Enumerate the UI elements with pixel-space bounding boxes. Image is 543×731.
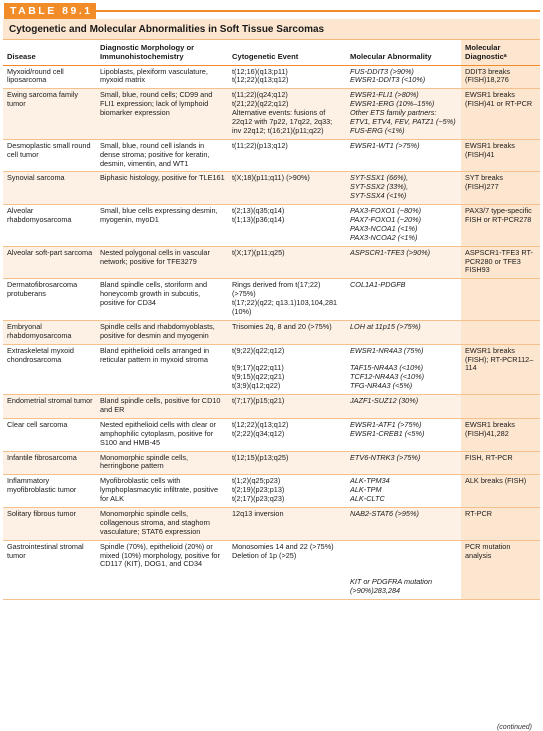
molecular-line: JAZF1-SUZ12 (30%) [350, 396, 419, 406]
molecular-line: LOH at 11p15 (>75%) [350, 321, 421, 331]
cell-cytogenetic [228, 475, 346, 508]
continued-note: (continued) [496, 724, 532, 731]
table-row [3, 395, 540, 419]
cell-disease: Dermatofibrosarcoma protuberans [7, 280, 78, 299]
cell-morphology: Lipoblasts, plexiform vasculature, myxoid matrix [100, 66, 208, 85]
molecular-line [350, 560, 458, 569]
cell-molecular [346, 89, 461, 139]
cell-diagnostic: FISH, RT-PCR [461, 451, 540, 475]
molecular-line: ALK-CLTC [350, 494, 385, 504]
table-row [3, 65, 540, 89]
cell-cytogenetic [228, 172, 346, 205]
cell-morphology: Monomorphic spindle cells, herringbone pattern [96, 451, 228, 475]
header-molecular: Molecular Abnormality [346, 40, 461, 65]
cell-disease: Myxoid/round cell liposarcoma [7, 66, 64, 85]
table-row [3, 418, 540, 451]
cytogenetic-line: t(2;17)(p23;q23) [232, 494, 285, 504]
cell-morphology: Bland spindle cells, positive for CD10 and ER [96, 395, 228, 419]
table-header-row [3, 40, 540, 65]
cell-cytogenetic [228, 279, 346, 321]
cell-disease: Extraskeletal myxoid chondrosarcoma [7, 345, 74, 364]
molecular-line [350, 543, 458, 552]
table-row [3, 279, 540, 321]
cell-morphology: Small, blue, round cells; CD99 and FLI1 expression; lack of lymphoid biomarker expression [96, 89, 228, 139]
molecular-line: ETV6-NTRK3 (>75%) [350, 452, 421, 462]
cell-molecular [346, 205, 461, 247]
table-row [3, 451, 540, 475]
cell-diagnostic: ALK breaks (FISH) [461, 475, 540, 508]
cell-disease: Clear cell sarcoma [7, 419, 68, 429]
cell-cytogenetic [228, 344, 346, 394]
cell-diagnostic: PAX3/7 type-specific FISH or RT-PCR278 [461, 205, 540, 247]
cytogenetic-line: t(12;16)(q13;p11) [232, 66, 288, 76]
cell-molecular [346, 451, 461, 475]
table-row [3, 172, 540, 205]
cell-cytogenetic [228, 246, 346, 279]
cytogenetic-line: t(12;15)(p13;q25) [232, 452, 289, 462]
table-row [3, 475, 540, 508]
cell-molecular [346, 344, 461, 394]
cell-disease: Synovial sarcoma [3, 172, 96, 205]
table-row [3, 246, 540, 279]
cytogenetic-line: t(2;22)(q34;q12) [232, 428, 285, 438]
cytogenetic-line: t(X;18)(p11;q11) (>90%) [232, 173, 310, 183]
header-disease: Disease [3, 40, 96, 65]
cell-morphology: Nested epithelioid cells with clear or amphophilic cytoplasm, positive for S100 and HMB-45 [100, 419, 216, 447]
molecular-line: FUS-ERG (<1%) [350, 125, 405, 135]
molecular-line: Other ETS family partners: ETV1, ETV4, FEV, PATZ1 (~5%) [350, 108, 456, 126]
cell-cytogenetic [228, 139, 346, 172]
cytogenetic-line: Monosomies 14 and 22 (>75%) [232, 541, 334, 551]
cell-disease: Inflammatory myofibroblastic tumor [7, 476, 77, 495]
cell-molecular [346, 540, 461, 599]
molecular-line: ALK-TPM34 [350, 476, 390, 486]
table-title: Cytogenetic and Molecular Abnormalities in Soft Tissue Sarcomas [3, 19, 540, 40]
cell-disease: Desmoplastic small round cell tumor [7, 140, 91, 159]
cell-molecular [346, 508, 461, 541]
table-container [3, 3, 540, 731]
cell-disease: Gastrointestinal stromal tumor [7, 541, 84, 560]
molecular-line: TCF12-NR4A3 (<10%) [350, 372, 425, 382]
molecular-line: NAB2-STAT6 (>95%) [350, 509, 419, 519]
cell-disease: Ewing sarcoma family tumor [3, 89, 96, 139]
cytogenetic-line: t(12;22)(q13;q12) [232, 75, 289, 85]
cell-cytogenetic [228, 508, 346, 541]
cell-cytogenetic [228, 395, 346, 419]
cell-molecular [346, 320, 461, 344]
cell-diagnostic: RT-PCR [461, 508, 540, 541]
cell-morphology: Spindle (70%), epithelioid (20%) or mixed (10%) morphology, positive for CD117 (KIT), DOG1, and CD34 [100, 541, 220, 569]
cell-diagnostic: EWSR1 breaks (FISH)41 or RT-PCR [461, 89, 540, 139]
table-body [3, 65, 540, 600]
cell-molecular [346, 65, 461, 89]
header-cytogenetic: Cytogenetic Event [228, 40, 346, 65]
cell-disease: Alveolar soft-part sarcoma [3, 246, 96, 279]
cell-diagnostic: PCR mutation analysis [461, 540, 540, 599]
cell-morphology: Biphasic histology, positive for TLE161 [96, 172, 228, 205]
cytogenetic-line: t(11;22)(p13;q12) [232, 140, 288, 150]
molecular-line: EWSR1-DDIT3 (<10%) [350, 75, 426, 85]
molecular-line: SYT-SSX4 (<1%) [350, 191, 407, 201]
cytogenetic-line: t(2;13)(q35;q14) [232, 206, 285, 216]
molecular-line: EWSR1-NR4A3 (75%) [350, 345, 424, 355]
table-tab-bar [3, 3, 540, 19]
molecular-line: ASPSCR1-TFE3 (>90%) [350, 247, 431, 257]
cell-diagnostic [461, 395, 540, 419]
cell-morphology: Small, blue, round cell islands in dense stroma; positive for keratin, desmin, vimentin, and WT1 [100, 140, 210, 168]
cell-molecular [346, 395, 461, 419]
cell-diagnostic: EWSR1 breaks (FISH)41 [461, 139, 540, 172]
cytogenetic-line: t(1;2)(q25;p23) [232, 476, 281, 486]
cell-morphology: Nested polygonal cells in vascular network; positive for TFE3279 [96, 246, 228, 279]
cytogenetic-line: t(2;19)(p23;p13) [232, 485, 285, 495]
table-row [3, 344, 540, 394]
cell-disease: Embryonal rhabdomyosarcoma [3, 320, 96, 344]
table-number-label: TABLE 89.1 [4, 3, 96, 19]
cell-morphology: Bland epithelioid cells arranged in reticular pattern in myxoid stroma [100, 345, 210, 364]
molecular-line: FUS-DDIT3 (>90%) [350, 66, 414, 76]
cytogenetic-line: t(1;13)(p36;q14) [232, 214, 285, 224]
cytogenetic-line: 12q13 inversion [232, 509, 284, 519]
cytogenetic-line: t(17;22)(q22; q13.1)103,104,281 (10%) [232, 298, 338, 316]
cytogenetic-line: t(21;22)(q22;q12) [232, 99, 289, 109]
cell-molecular [346, 172, 461, 205]
cytogenetic-line: Trisomies 2q, 8 and 20 (>75%) [232, 321, 332, 331]
cytogenetic-line: t(9;17)(q22;q11) [232, 363, 284, 373]
header-morphology: Diagnostic Morphology or Immunohistochemistry [96, 40, 228, 65]
table-row [3, 508, 540, 541]
cell-cytogenetic [228, 89, 346, 139]
cell-molecular [346, 139, 461, 172]
molecular-line: EWSR1-ATF1 (>75%) [350, 419, 422, 429]
table-row [3, 320, 540, 344]
cell-molecular [346, 418, 461, 451]
tab-rule [96, 10, 540, 12]
cell-disease: Endometrial stromal tumor [3, 395, 96, 419]
cytogenetic-line: t(3;9)(q12;q22) [232, 381, 281, 391]
table-row [3, 540, 540, 599]
cell-disease: Solitary fibrous tumor [3, 508, 96, 541]
cytogenetic-line: Rings derived from t(17;22) (>75%) [232, 280, 321, 299]
molecular-line: EWSR1-FLI1 (>80%) [350, 90, 419, 100]
molecular-line: PAX3-NCOA1 (<1%) [350, 223, 418, 233]
molecular-line: TFG-NR4A3 (<5%) [350, 381, 413, 391]
cell-cytogenetic [228, 205, 346, 247]
cell-cytogenetic [228, 320, 346, 344]
cell-morphology: Myofibroblastic cells with lymphoplasmacytic infiltrate, positive for ALK [100, 476, 219, 504]
molecular-line: PAX7-FOXO1 (~20%) [350, 214, 422, 224]
molecular-line [350, 552, 458, 561]
cell-morphology: Spindle cells and rhabdomyoblasts, positive for desmin and myogenin [96, 320, 228, 344]
molecular-line: TAF15-NR4A3 (<10%) [350, 363, 424, 373]
cell-molecular [346, 246, 461, 279]
cell-diagnostic: EWSR1 breaks (FISH)41,282 [461, 418, 540, 451]
cell-diagnostic [461, 279, 540, 321]
cell-cytogenetic [228, 451, 346, 475]
cytogenetic-line: t(X;17)(p11;q25) [232, 247, 285, 257]
cell-morphology: Small, blue cells expressing desmin, myogenin, myoD1 [100, 206, 218, 224]
molecular-line: PAX3-NCOA2 (<1%) [350, 232, 418, 242]
header-diagnostic: Molecular Diagnosticᵃ [461, 40, 540, 65]
cell-cytogenetic [228, 65, 346, 89]
molecular-line: PAX3-FOXO1 (~80%) [350, 206, 422, 216]
molecular-line: SYT-SSX2 (33%), [350, 182, 409, 192]
cytogenetic-line: t(9;22)(q22;q12) [232, 345, 285, 355]
cytogenetic-line: Deletion of 1p (>25) [232, 550, 297, 560]
cell-disease: Alveolar rhabdomyosarcoma [7, 206, 72, 224]
cell-diagnostic: ASPSCR1-TFE3 RT-PCR280 or TFE3 FISH93 [461, 246, 540, 279]
cell-morphology: Monomorphic spindle cells, collagenous stroma, and staghorn vasculature; STAT6 expression [96, 508, 228, 541]
cytogenetic-line: Alternative events: fusions of 22q12 with 7p22, 17q22, 2q33; inv 22q12; t(16;21)(p11;q22) [232, 108, 333, 135]
cell-disease: Infantile fibrosarcoma [3, 451, 96, 475]
cytogenetic-line: t(11;22)(q24;q12) [232, 90, 288, 100]
molecular-line: KIT or PDGFRA mutation (>90%)283,284 [350, 577, 433, 596]
molecular-line: EWSR1-WT1 (>75%) [350, 140, 420, 150]
cytogenetic-line: t(12;22)(q13;q12) [232, 419, 289, 429]
table-row [3, 205, 540, 247]
cell-molecular [346, 279, 461, 321]
cell-molecular [346, 475, 461, 508]
cell-morphology: Bland spindle cells, storiform and honeycomb growth in subcutis, positive for CD34 [100, 280, 208, 308]
cell-diagnostic: DDIT3 breaks (FISH)18,276 [461, 65, 540, 89]
molecular-line: SYT-SSX1 (66%), [350, 173, 409, 183]
cell-diagnostic: SYT breaks (FISH)277 [461, 172, 540, 205]
cell-cytogenetic [228, 540, 346, 599]
cell-diagnostic: EWSR1 breaks (FISH); RT-PCR112–114 [461, 344, 540, 394]
sarcoma-table [3, 40, 540, 600]
cytogenetic-line: t(7;17)(p15;q21) [232, 396, 285, 406]
molecular-line: COL1A1-PDGFB [350, 280, 406, 290]
molecular-line: EWSR1-ERG (10%–15%) [350, 99, 435, 109]
cell-diagnostic [461, 320, 540, 344]
molecular-line: EWSR1-CREB1 (<5%) [350, 428, 425, 438]
cell-cytogenetic [228, 418, 346, 451]
table-row [3, 139, 540, 172]
table-row [3, 89, 540, 139]
molecular-line: ALK-TPM [350, 485, 382, 495]
cytogenetic-line: t(9;15)(q22;q21) [232, 372, 285, 382]
